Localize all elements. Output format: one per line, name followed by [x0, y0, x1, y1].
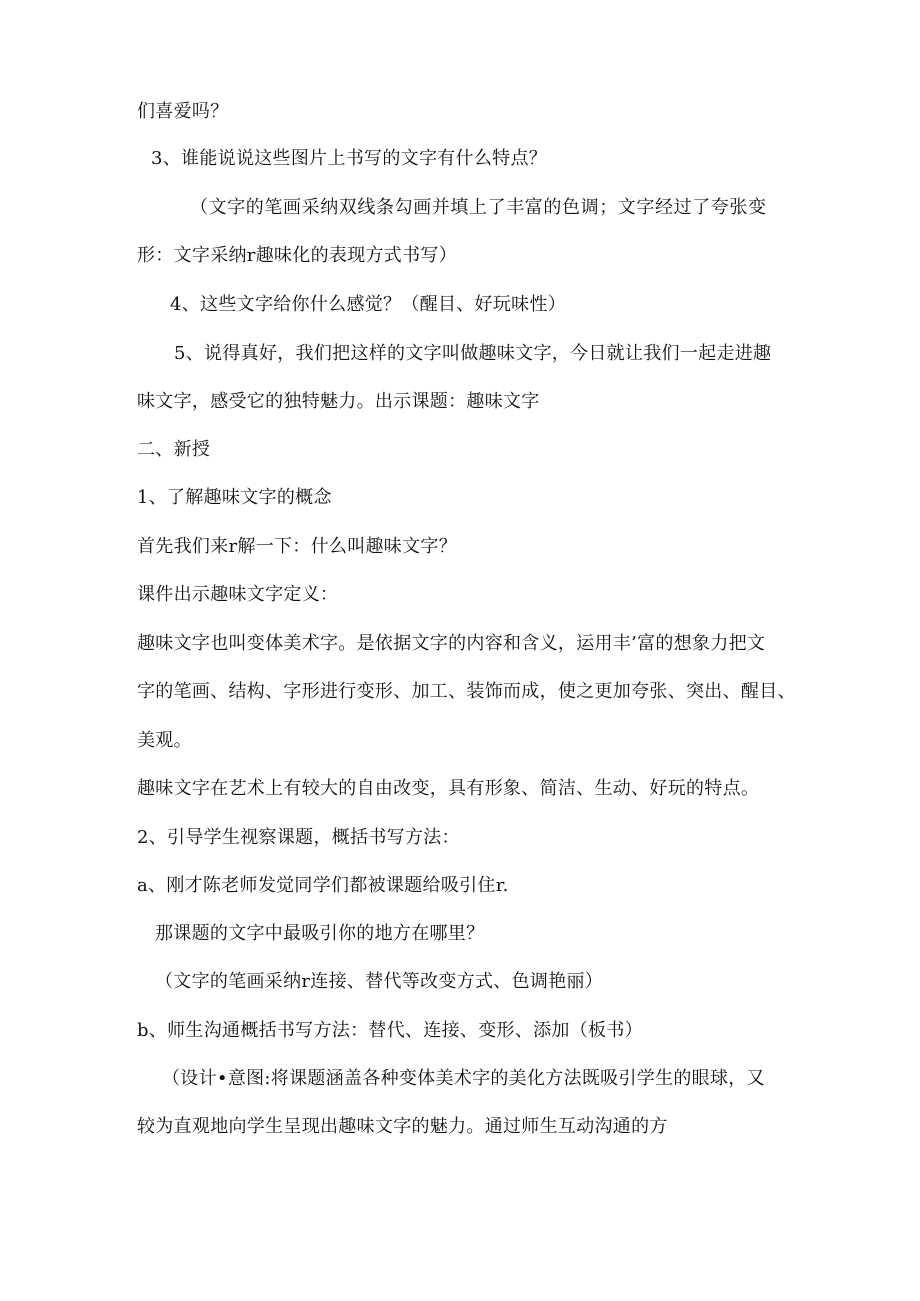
text-line-3: （文字的笔画采纳双线条勾画并填上了丰富的色调；文字经过了夸张变 [190, 197, 767, 218]
text-line-4: 形：文字采纳r趣味化的表现方式书写） [137, 245, 458, 266]
text-line-6: 5、说得真好，我们把这样的文字叫做趣味文字，今日就让我们一起走进趣 [174, 343, 772, 364]
design-intent-line-1: （设计•意图:将课题涵盖各种变体美术字的美化方法既吸引学生的眼球，又 [162, 1068, 765, 1089]
design-intent-line-2: 较为直观地向学生呈现出趣味文字的魅力。通过师生互动沟通的方 [137, 1116, 668, 1137]
text-line-5: 4、这些文字给你什么感觉？（醒目、好玩味性） [170, 294, 567, 315]
text-line-18: 那课题的文字中最吸引你的地方在哪里？ [155, 923, 485, 944]
subheading-2: 2、引导学生视察课题，概括书写方法： [137, 827, 460, 848]
text-line-11: 课件出示趣味文字定义： [137, 584, 339, 605]
text-line-19: （文字的笔画采纳r连接、替代等改变方式、色调艳丽） [155, 971, 604, 992]
text-line-15: 趣味文字在艺术上有较大的自由改变，具有形象、简洁、生动、好玩的特点。 [137, 778, 760, 799]
text-line-a: a、刚才陈老师发觉同学们都被课题给吸引住r. [137, 875, 509, 896]
text-line-10: 首先我们来r解一下：什么叫趣味文字？ [137, 536, 458, 557]
text-line-1: 们喜爱吗？ [137, 101, 229, 122]
text-line-7: 味文字，感受它的独特魅力。出示课题：趣味文字 [137, 391, 540, 412]
definition-line-1: 趣味文字也叫变体美术字。是依据文字的内容和含义，运用丰’富的想象力把文 [137, 633, 766, 654]
subheading-1: 1、了解趣味文字的概念 [137, 487, 332, 508]
section-heading-new-lesson: 二、新授 [137, 439, 211, 460]
text-line-b: b、师生沟通概括书写方法：替代、连接、变形、添加（板书） [137, 1020, 643, 1041]
definition-line-3: 美观。 [137, 730, 192, 751]
definition-line-2: 字的笔画、结构、字形进行变形、加工、装饰而成，使之更加夸张、突出、醒目、 [137, 681, 796, 702]
text-line-2: 3、谁能说说这些图片上书写的文字有什么特点？ [151, 148, 548, 169]
